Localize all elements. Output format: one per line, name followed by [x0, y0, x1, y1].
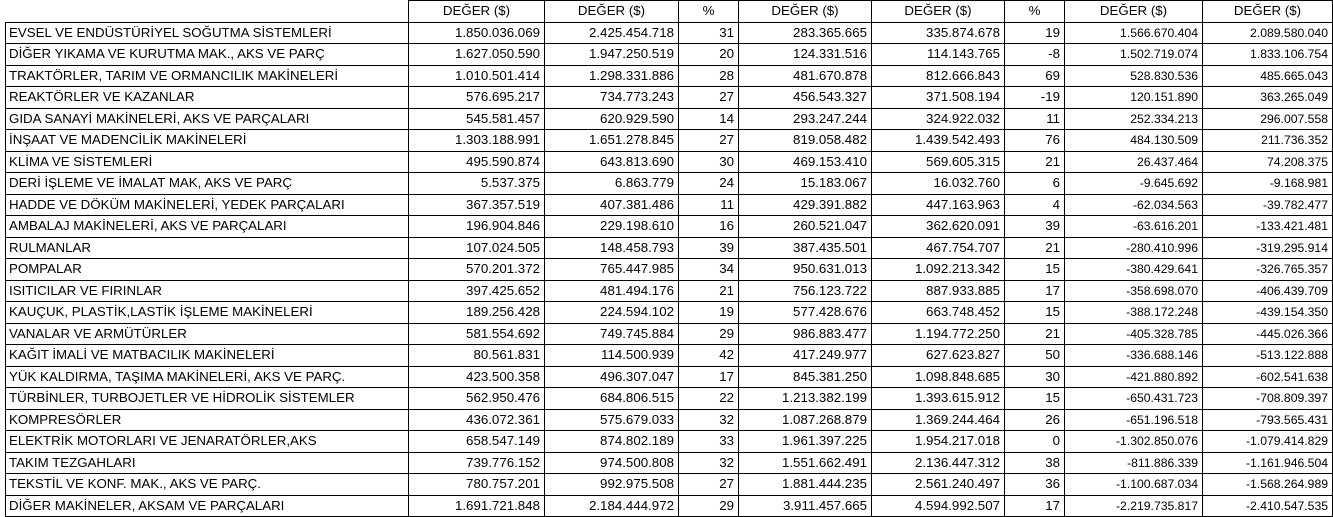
value-cell: 780.757.201 — [409, 474, 545, 496]
table-row — [6, 280, 1333, 302]
value-cell: 107.024.505 — [409, 237, 545, 259]
value-cell: 2.561.240.497 — [872, 474, 1005, 496]
column-header: DEĞER ($) — [872, 1, 1005, 23]
trade-table — [5, 0, 1333, 517]
value-cell: -445.026.366 — [1203, 323, 1333, 345]
table-row — [6, 323, 1333, 345]
table-row — [6, 237, 1333, 259]
percent-cell: 36 — [1005, 474, 1065, 496]
category-name-cell: İNŞAAT VE MADENCİLİK MAKİNELERİ — [6, 130, 409, 152]
value-cell: 1.098.848.685 — [872, 366, 1005, 388]
column-header: % — [679, 1, 739, 23]
value-cell: 2.184.444.972 — [545, 495, 679, 517]
header-row — [6, 1, 1333, 23]
percent-cell: 19 — [679, 302, 739, 324]
percent-cell: 28 — [679, 65, 739, 87]
value-cell: 986.883.477 — [739, 323, 872, 345]
value-cell: 495.590.874 — [409, 151, 545, 173]
value-cell: 575.679.033 — [545, 409, 679, 431]
percent-cell: 29 — [679, 323, 739, 345]
value-cell: -651.196.518 — [1065, 409, 1203, 431]
value-cell: 845.381.250 — [739, 366, 872, 388]
value-cell: 1.439.542.493 — [872, 130, 1005, 152]
percent-cell: 69 — [1005, 65, 1065, 87]
value-cell: 1.833.106.754 — [1203, 44, 1333, 66]
value-cell: -380.429.641 — [1065, 259, 1203, 281]
value-cell: 324.922.032 — [872, 108, 1005, 130]
percent-cell: 15 — [1005, 302, 1065, 324]
value-cell: 874.802.189 — [545, 431, 679, 453]
value-cell: 26.437.464 — [1065, 151, 1203, 173]
value-cell: 663.748.452 — [872, 302, 1005, 324]
value-cell: 484.130.509 — [1065, 130, 1203, 152]
category-name-cell: HADDE VE DÖKÜM MAKİNELERİ, YEDEK PARÇALARI — [6, 194, 409, 216]
value-cell: 1.551.662.491 — [739, 452, 872, 474]
value-cell: 577.428.676 — [739, 302, 872, 324]
value-cell: -1.100.687.034 — [1065, 474, 1203, 496]
value-cell: 569.605.315 — [872, 151, 1005, 173]
column-header: % — [1005, 1, 1065, 23]
percent-cell: 33 — [679, 431, 739, 453]
value-cell: 6.863.779 — [545, 173, 679, 195]
value-cell: 1.947.250.519 — [545, 44, 679, 66]
percent-cell: 20 — [679, 44, 739, 66]
value-cell: -439.154.350 — [1203, 302, 1333, 324]
value-cell: 367.357.519 — [409, 194, 545, 216]
value-cell: 620.929.590 — [545, 108, 679, 130]
percent-cell: 42 — [679, 345, 739, 367]
percent-cell: 21 — [1005, 237, 1065, 259]
percent-cell: 39 — [1005, 216, 1065, 238]
value-cell: 335.874.678 — [872, 22, 1005, 44]
value-cell: 1.369.244.464 — [872, 409, 1005, 431]
category-name-cell: DERİ İŞLEME VE İMALAT MAK, AKS VE PARÇ — [6, 173, 409, 195]
value-cell: -9.645.692 — [1065, 173, 1203, 195]
value-cell: 260.521.047 — [739, 216, 872, 238]
value-cell: 1.010.501.414 — [409, 65, 545, 87]
value-cell: -1.079.414.829 — [1203, 431, 1333, 453]
category-name-cell: VANALAR VE ARMÜTÜRLER — [6, 323, 409, 345]
percent-cell: 27 — [679, 474, 739, 496]
category-name-cell: YÜK KALDIRMA, TAŞIMA MAKİNELERİ, AKS VE PARÇ. — [6, 366, 409, 388]
percent-cell: 19 — [1005, 22, 1065, 44]
value-cell: 481.494.176 — [545, 280, 679, 302]
value-cell: 467.754.707 — [872, 237, 1005, 259]
value-cell: 581.554.692 — [409, 323, 545, 345]
value-cell: 296.007.558 — [1203, 108, 1333, 130]
percent-cell: 17 — [1005, 280, 1065, 302]
category-name-cell: KAĞIT İMALİ VE MATBACILIK MAKİNELERİ — [6, 345, 409, 367]
category-name-cell: TAKIM TEZGAHLARI — [6, 452, 409, 474]
value-cell: 15.183.067 — [739, 173, 872, 195]
percent-cell: 22 — [679, 388, 739, 410]
table-row — [6, 409, 1333, 431]
column-header: DEĞER ($) — [409, 1, 545, 23]
category-name-cell: POMPALAR — [6, 259, 409, 281]
value-cell: 293.247.244 — [739, 108, 872, 130]
value-cell: 749.745.884 — [545, 323, 679, 345]
value-cell: 371.508.194 — [872, 87, 1005, 109]
value-cell: 114.500.939 — [545, 345, 679, 367]
percent-cell: 0 — [1005, 431, 1065, 453]
value-cell: 1.092.213.342 — [872, 259, 1005, 281]
percent-cell: -19 — [1005, 87, 1065, 109]
table-row — [6, 173, 1333, 195]
percent-cell: 21 — [679, 280, 739, 302]
percent-cell: 34 — [679, 259, 739, 281]
header-blank — [6, 1, 409, 23]
percent-cell: 76 — [1005, 130, 1065, 152]
percent-cell: 17 — [679, 366, 739, 388]
percent-cell: 24 — [679, 173, 739, 195]
value-cell: 407.381.486 — [545, 194, 679, 216]
table-row — [6, 130, 1333, 152]
value-cell: 196.904.846 — [409, 216, 545, 238]
value-cell: 423.500.358 — [409, 366, 545, 388]
category-name-cell: KOMPRESÖRLER — [6, 409, 409, 431]
value-cell: 283.365.665 — [739, 22, 872, 44]
table-row — [6, 259, 1333, 281]
table-row — [6, 366, 1333, 388]
value-cell: 1.393.615.912 — [872, 388, 1005, 410]
percent-cell: 30 — [1005, 366, 1065, 388]
value-cell: 627.623.827 — [872, 345, 1005, 367]
value-cell: 1.213.382.199 — [739, 388, 872, 410]
category-name-cell: EVSEL VE ENDÜSTÜRİYEL SOĞUTMA SİSTEMLERİ — [6, 22, 409, 44]
value-cell: -9.168.981 — [1203, 173, 1333, 195]
table-row — [6, 44, 1333, 66]
percent-cell: 32 — [679, 409, 739, 431]
value-cell: -513.122.888 — [1203, 345, 1333, 367]
category-name-cell: DİĞER YIKAMA VE KURUTMA MAK., AKS VE PARÇ — [6, 44, 409, 66]
category-name-cell: REAKTÖRLER VE KAZANLAR — [6, 87, 409, 109]
value-cell: 545.581.457 — [409, 108, 545, 130]
percent-cell: 31 — [679, 22, 739, 44]
value-cell: 124.331.516 — [739, 44, 872, 66]
value-cell: -358.698.070 — [1065, 280, 1203, 302]
percent-cell: 29 — [679, 495, 739, 517]
value-cell: -650.431.723 — [1065, 388, 1203, 410]
percent-cell: 27 — [679, 130, 739, 152]
value-cell: 1.961.397.225 — [739, 431, 872, 453]
value-cell: -811.886.339 — [1065, 452, 1203, 474]
value-cell: 387.435.501 — [739, 237, 872, 259]
value-cell: 211.736.352 — [1203, 130, 1333, 152]
value-cell: 1.566.670.404 — [1065, 22, 1203, 44]
value-cell: 456.543.327 — [739, 87, 872, 109]
column-header: DEĞER ($) — [1203, 1, 1333, 23]
value-cell: -326.765.357 — [1203, 259, 1333, 281]
value-cell: 643.813.690 — [545, 151, 679, 173]
value-cell: -63.616.201 — [1065, 216, 1203, 238]
value-cell: 252.334.213 — [1065, 108, 1203, 130]
percent-cell: 15 — [1005, 388, 1065, 410]
percent-cell: 50 — [1005, 345, 1065, 367]
table-row — [6, 388, 1333, 410]
value-cell: -406.439.709 — [1203, 280, 1333, 302]
value-cell: 2.089.580.040 — [1203, 22, 1333, 44]
category-name-cell: GIDA SANAYİ MAKİNELERİ, AKS VE PARÇALARI — [6, 108, 409, 130]
percent-cell: 21 — [1005, 323, 1065, 345]
percent-cell: 38 — [1005, 452, 1065, 474]
value-cell: 1.954.217.018 — [872, 431, 1005, 453]
value-cell: 74.208.375 — [1203, 151, 1333, 173]
percent-cell: 11 — [679, 194, 739, 216]
value-cell: 496.307.047 — [545, 366, 679, 388]
value-cell: 1.691.721.848 — [409, 495, 545, 517]
value-cell: 1.087.268.879 — [739, 409, 872, 431]
value-cell: 562.950.476 — [409, 388, 545, 410]
table-row — [6, 474, 1333, 496]
value-cell: 397.425.652 — [409, 280, 545, 302]
value-cell: 1.651.278.845 — [545, 130, 679, 152]
percent-cell: -8 — [1005, 44, 1065, 66]
percent-cell: 27 — [679, 87, 739, 109]
percent-cell: 6 — [1005, 173, 1065, 195]
value-cell: 1.627.050.590 — [409, 44, 545, 66]
value-cell: 974.500.808 — [545, 452, 679, 474]
value-cell: 1.194.772.250 — [872, 323, 1005, 345]
value-cell: 417.249.977 — [739, 345, 872, 367]
table-row — [6, 22, 1333, 44]
category-name-cell: KAUÇUK, PLASTİK,LASTİK İŞLEME MAKİNELERİ — [6, 302, 409, 324]
table-row — [6, 65, 1333, 87]
value-cell: -1.568.264.989 — [1203, 474, 1333, 496]
table-row — [6, 345, 1333, 367]
value-cell: 363.265.049 — [1203, 87, 1333, 109]
value-cell: 1.881.444.235 — [739, 474, 872, 496]
value-cell: 362.620.091 — [872, 216, 1005, 238]
value-cell: -133.421.481 — [1203, 216, 1333, 238]
value-cell: 447.163.963 — [872, 194, 1005, 216]
percent-cell: 26 — [1005, 409, 1065, 431]
value-cell: -39.782.477 — [1203, 194, 1333, 216]
value-cell: 739.776.152 — [409, 452, 545, 474]
value-cell: 528.830.536 — [1065, 65, 1203, 87]
value-cell: 224.594.102 — [545, 302, 679, 324]
percent-cell: 21 — [1005, 151, 1065, 173]
value-cell: -388.172.248 — [1065, 302, 1203, 324]
category-name-cell: AMBALAJ MAKİNELERİ, AKS VE PARÇALARI — [6, 216, 409, 238]
value-cell: 1.298.331.886 — [545, 65, 679, 87]
table-row — [6, 431, 1333, 453]
value-cell: 229.198.610 — [545, 216, 679, 238]
category-name-cell: DİĞER MAKİNELER, AKSAM VE PARÇALARI — [6, 495, 409, 517]
percent-cell: 11 — [1005, 108, 1065, 130]
table-row — [6, 495, 1333, 517]
value-cell: 992.975.508 — [545, 474, 679, 496]
value-cell: -62.034.563 — [1065, 194, 1203, 216]
value-cell: -2.410.547.535 — [1203, 495, 1333, 517]
table-row — [6, 194, 1333, 216]
value-cell: 469.153.410 — [739, 151, 872, 173]
value-cell: 1.502.719.074 — [1065, 44, 1203, 66]
category-name-cell: TEKSTİL VE KONF. MAK., AKS VE PARÇ. — [6, 474, 409, 496]
value-cell: 485.665.043 — [1203, 65, 1333, 87]
value-cell: 658.547.149 — [409, 431, 545, 453]
category-name-cell: TRAKTÖRLER, TARIM VE ORMANCILIK MAKİNELERİ — [6, 65, 409, 87]
percent-cell: 30 — [679, 151, 739, 173]
value-cell: 2.136.447.312 — [872, 452, 1005, 474]
category-name-cell: KLİMA VE SİSTEMLERİ — [6, 151, 409, 173]
value-cell: -280.410.996 — [1065, 237, 1203, 259]
value-cell: 481.670.878 — [739, 65, 872, 87]
value-cell: 429.391.882 — [739, 194, 872, 216]
value-cell: -319.295.914 — [1203, 237, 1333, 259]
category-name-cell: ISITICILAR VE FIRINLAR — [6, 280, 409, 302]
column-header: DEĞER ($) — [739, 1, 872, 23]
category-name-cell: TÜRBİNLER, TURBOJETLER VE HİDROLİK SİSTEMLER — [6, 388, 409, 410]
percent-cell: 4 — [1005, 194, 1065, 216]
value-cell: 2.425.454.718 — [545, 22, 679, 44]
value-cell: 756.123.722 — [739, 280, 872, 302]
value-cell: -708.809.397 — [1203, 388, 1333, 410]
value-cell: 734.773.243 — [545, 87, 679, 109]
percent-cell: 14 — [679, 108, 739, 130]
value-cell: 189.256.428 — [409, 302, 545, 324]
value-cell: -1.161.946.504 — [1203, 452, 1333, 474]
value-cell: 684.806.515 — [545, 388, 679, 410]
percent-cell: 15 — [1005, 259, 1065, 281]
value-cell: 1.850.036.069 — [409, 22, 545, 44]
percent-cell: 16 — [679, 216, 739, 238]
value-cell: -405.328.785 — [1065, 323, 1203, 345]
table-body — [6, 22, 1333, 517]
category-name-cell: RULMANLAR — [6, 237, 409, 259]
percent-cell: 32 — [679, 452, 739, 474]
value-cell: 765.447.985 — [545, 259, 679, 281]
value-cell: 576.695.217 — [409, 87, 545, 109]
table-row — [6, 302, 1333, 324]
percent-cell: 17 — [1005, 495, 1065, 517]
percent-cell: 39 — [679, 237, 739, 259]
value-cell: 570.201.372 — [409, 259, 545, 281]
value-cell: 3.911.457.665 — [739, 495, 872, 517]
value-cell: -1.302.850.076 — [1065, 431, 1203, 453]
column-header: DEĞER ($) — [1065, 1, 1203, 23]
value-cell: -421.880.892 — [1065, 366, 1203, 388]
value-cell: 436.072.361 — [409, 409, 545, 431]
value-cell: 80.561.831 — [409, 345, 545, 367]
value-cell: -602.541.638 — [1203, 366, 1333, 388]
value-cell: 887.933.885 — [872, 280, 1005, 302]
value-cell: 114.143.765 — [872, 44, 1005, 66]
value-cell: -2.219.735.817 — [1065, 495, 1203, 517]
value-cell: 4.594.992.507 — [872, 495, 1005, 517]
value-cell: 120.151.890 — [1065, 87, 1203, 109]
value-cell: -793.565.431 — [1203, 409, 1333, 431]
table-row — [6, 216, 1333, 238]
value-cell: 819.058.482 — [739, 130, 872, 152]
value-cell: 812.666.843 — [872, 65, 1005, 87]
value-cell: 148.458.793 — [545, 237, 679, 259]
table-row — [6, 108, 1333, 130]
value-cell: -336.688.146 — [1065, 345, 1203, 367]
table-row — [6, 87, 1333, 109]
column-header: DEĞER ($) — [545, 1, 679, 23]
table-row — [6, 452, 1333, 474]
value-cell: 950.631.013 — [739, 259, 872, 281]
table-row — [6, 151, 1333, 173]
value-cell: 5.537.375 — [409, 173, 545, 195]
value-cell: 1.303.188.991 — [409, 130, 545, 152]
value-cell: 16.032.760 — [872, 173, 1005, 195]
category-name-cell: ELEKTRİK MOTORLARI VE JENARATÖRLER,AKS — [6, 431, 409, 453]
